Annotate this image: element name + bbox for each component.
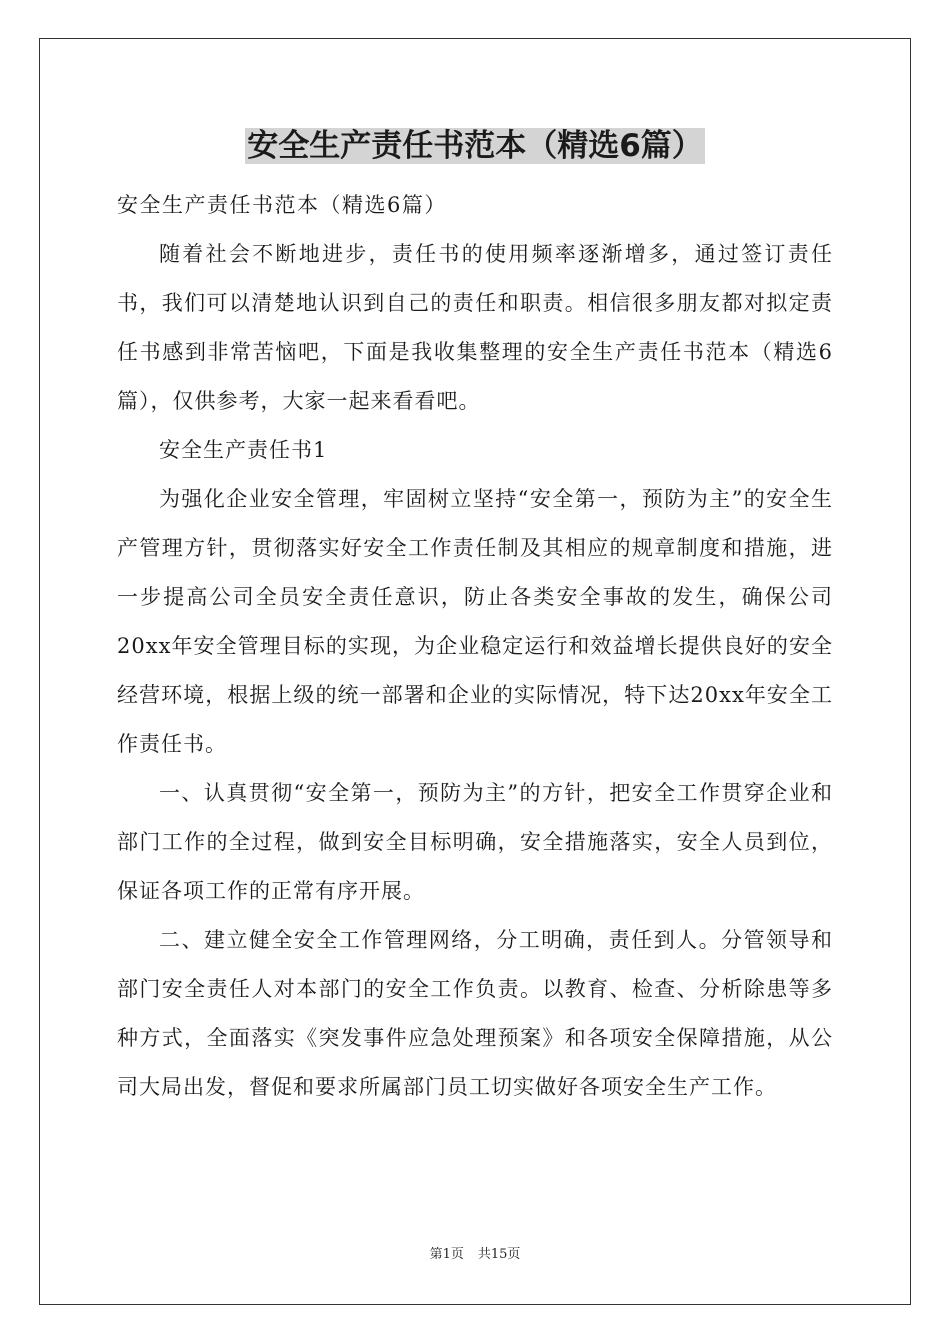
page-footer — [0, 1243, 950, 1262]
document-body — [117, 181, 833, 1112]
paragraph-item-2: 二、建立健全安全工作管理网络，分工明确，责任到人。分管领导和部门安全责任人对本部门的安全工作负责。以教育、检查、分析除患等多种方式，全面落实《突发事件应急处理预案》和各项安全保障措施，从公司大局出发，督促和要求所属部门员工切实做好各项安全生产工作。 — [117, 928, 833, 1099]
paragraph-intro: 随着社会不断地进步，责任书的使用频率逐渐增多，通过签订责任书，我们可以清楚地认识到自己的责任和职责。相信很多朋友都对拟定责任书感到非常苦恼吧，下面是我收集整理的安全生产责任书范本（精选6篇），仅供参考，大家一起来看看吧。 — [117, 242, 833, 413]
document-subtitle: 安全生产责任书范本（精选6篇） — [117, 193, 447, 217]
document-title-text: 安全生产责任书范本（精选6篇） — [247, 128, 703, 164]
section-heading: 安全生产责任书1 — [159, 438, 328, 462]
document-title — [0, 124, 950, 168]
page-total: 共15页 — [477, 1247, 521, 1262]
paragraph-item-1: 一、认真贯彻“安全第一，预防为主”的方针，把安全工作贯穿企业和部门工作的全过程，做到安全目标明确，安全措施落实，安全人员到位，保证各项工作的正常有序开展。 — [117, 781, 833, 903]
page-number: 第1页 — [429, 1247, 464, 1262]
paragraph-purpose: 为强化企业安全管理，牢固树立坚持“安全第一，预防为主”的安全生产管理方针，贯彻落实好安全工作责任制及其相应的规章制度和措施，进一步提高公司全员安全责任意识，防止各类安全事故的发生，确保公司20xx年安全管理目标的实现，为企业稳定运行和效益增长提供良好的安全经营环境，根据上级的统一部署和企业的实际情况，特下达20xx年安全工作责任书。 — [117, 487, 833, 756]
